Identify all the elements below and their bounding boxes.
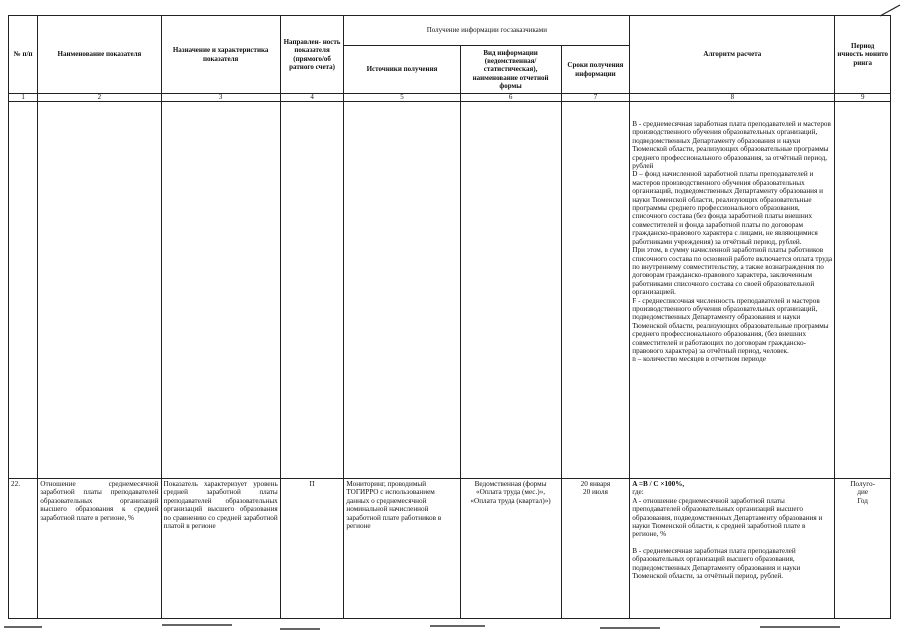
header-algorithm: Алгоритм расчета [630,16,835,94]
header-source: Источники получения [344,46,460,94]
periodicity-line: дие [857,488,869,497]
header-terms: Сроки получения информации [561,46,630,94]
algorithm-line: D – фонд начисленной заработной платы преподавателей и мастеров производственного обучения образовательных организаций, подведомственных Департаменту образования и науки Тюменской области, реализующих образовательные программы среднего профессионального образования, списочного состава (без фонда заработной платы внешних совместителей и фонда заработной платы по договорам гражданско-правового характера с лицами, не являющимися работниками учреждения) за отчётный период, рублей. [632,170,823,246]
col-number: 2 [38,94,161,102]
row-number: 22. [9,479,38,619]
scan-artifact [760,626,840,628]
periodicity-line: Полуго- [850,480,875,488]
pen-mark-icon [878,2,902,18]
col-number: 5 [344,94,460,102]
algorithm-line: При этом, в сумму начисленной заработной платы работников списочного состава по основной работе включается оплата труда по внутреннему совместительству, а также вознаграждения по договорам гражданско-правового характера, заключенным работниками списочного состава со своей образовательной организацией. [632,246,833,297]
algorithm-line: n – количество месяцев в отчетном периоде [632,355,766,364]
col-number: 1 [9,94,38,102]
col-number: 3 [161,94,280,102]
indicator-name: Отношение среднемесячной заработной платы преподавателей образовательных организаций высшего образования к средней заработной плате в регионе, % [38,479,161,619]
indicator-table [8,15,891,619]
info-type: Ведомственная (формы «Оплата труда (мес.)», «Оплата труда (квартал)») [460,479,561,619]
formula-where: где: [632,488,644,497]
col-number: 9 [835,94,891,102]
indicator-direction: П [280,479,344,619]
algorithm-line: F - среднесписочная численность преподавателей и мастеров производственного обучения образовательных организаций, подведомственных Департаменту образования и науки Тюменской области, реализующих образовательные программы среднего профессионального образования, (без внешних совместителей и работающих по договорам гражданско-правового характера) за отчётный период, человек. [632,296,829,355]
term-date: 20 января [580,480,611,488]
scan-artifact [4,626,42,628]
algorithm-line: A - отношение среднемесячной заработной платы преподавателей образовательных организаций высшего образования, подведомственных Департаменту образования и науки Тюменской области, к средней заработной плате в регионе, % [632,496,823,539]
term-date: 20 июля [582,488,608,497]
header-num: № п/п [9,16,38,94]
header-purpose: Назначение и характеристика показателя [161,16,280,94]
periodicity-line: Год [857,496,868,505]
col-number: 6 [460,94,561,102]
algorithm-continuation [630,102,835,479]
algorithm-line: B - среднемесячная заработная плата преподавателей и мастеров производственного обучения образовательных организаций, подведомственных Департаменту образования и науки Тюменской области, реализующих образовательные программы среднего профессионального образования, за отчётный период, рублей [632,120,831,171]
formula: A =B / C ×100%, [632,480,685,488]
table-row [9,479,891,619]
info-terms [561,479,630,619]
table-row [9,102,891,479]
scan-artifact [430,625,485,627]
periodicity [835,479,891,619]
header-group: Получение информации госзаказчиками [344,16,630,46]
header-name: Наименование показателя [38,16,161,94]
algorithm-cell [630,479,835,619]
info-source: Мониторинг, проводимый ТОГИРРО с использованием данных о среднемесячной номинальной начисленной заработной плате работников в регионе [344,479,460,619]
scan-artifact [280,628,320,630]
col-number: 4 [280,94,344,102]
header-direction: Направлен- ность показателя (прямого/об ратного счета) [280,16,344,94]
header-periodicity: Период ичность монито ринга [835,16,891,94]
scan-artifact [600,627,660,629]
header-info-type: Вид информации (ведомственная/ статистическая), наименование отчетной формы [460,46,561,94]
indicator-purpose: Показатель характеризует уровень средней заработной платы преподавателей образовательных организаций высшего образования по сравнению со средней заработной платой в регионе [161,479,280,619]
col-number: 7 [561,94,630,102]
scan-artifact [162,624,232,626]
col-number: 8 [630,94,835,102]
algorithm-line: B - среднемесячная заработная плата преподавателей образовательных организаций высшего образования, подведомственных Департаменту образования и науки Тюменской области, за отчётный период, рублей. [632,546,801,581]
